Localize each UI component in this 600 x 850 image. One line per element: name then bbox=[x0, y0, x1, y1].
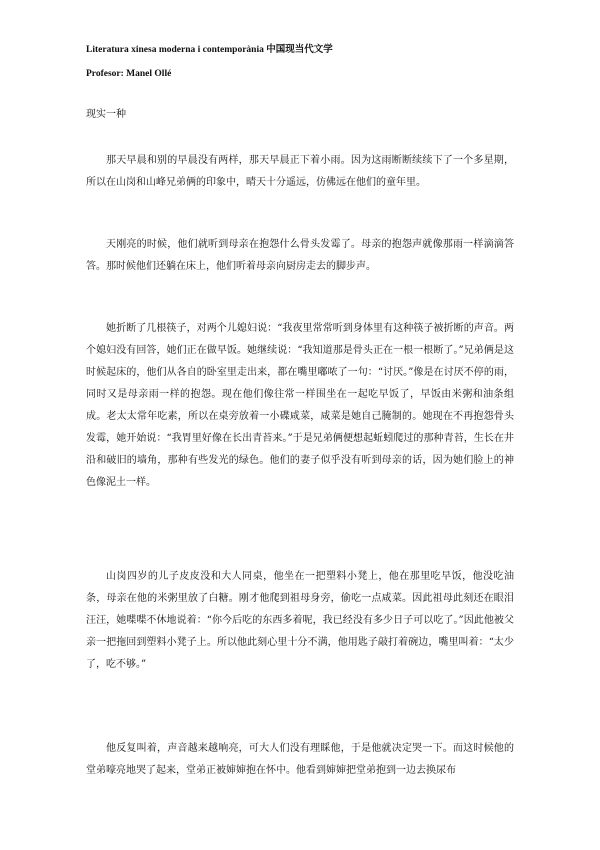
course-header: Literatura xinesa moderna i contemporània 中国现当代文学 bbox=[86, 45, 333, 55]
paragraph-1: 那天早晨和别的早晨没有两样，那天早晨正下着小雨。因为这雨断断续续下了一个多星期，所以在山岗和山峰兄弟俩的印象中，晴天十分遥远，仿佛远在他们的童年里。 bbox=[86, 155, 514, 188]
document-title: 现实一种 bbox=[86, 109, 126, 120]
paragraph-4: 山岗四岁的儿子皮皮没和大人同桌，他坐在一把塑料小凳上，他在那里吃早饭，他没吃油条，母亲在他的米粥里放了白糖。刚才他爬到祖母身旁，偷吃一点咸菜。因此祖母此刻还在眼泪汪汪，她喋喋不休地说着：“你今后吃的东西多着呢，我已经没有多少日子可以吃了。”因此他被父亲一把拖回到塑料小凳子上。所以他此刻心里十分不满，他用匙子敲打着碗边，嘴里叫着：“太少了，吃不够。” bbox=[86, 571, 514, 670]
paragraph-3: 她折断了几根筷子，对两个儿媳妇说：“我夜里常常听到身体里有这种筷子被折断的声音。两个媳妇没有回答，她们正在做早饭。她继续说：“我知道那是骨头正在一根一根断了。”兄弟俩是这时候起床的，他们从各自的卧室里走出来，都在嘴里嘟哝了一句：“讨厌。”像是在讨厌不停的雨，同时又是母亲雨一样的抱怨。现在他们像往常一样围坐在一起吃早饭了，早饭由米粥和油条组成。老太太常年吃素，所以在桌旁放着一小碟咸菜，咸菜是她自己腌制的。她现在不再抱怨骨头发霉，她开始说：“我胃里好像在长出青苔来。”于是兄弟俩便想起蚯蚓爬过的那种青苔，生长在井沿和破旧的墙角，那种有些发光的绿色。他们的妻子似乎没有听到母亲的话，因为她们脸上的神色像泥土一样。 bbox=[86, 323, 514, 488]
paragraph-2: 天刚亮的时候，他们就听到母亲在抱怨什么骨头发霉了。母亲的抱怨声就像那雨一样滴滴答答。那时候他们还躺在床上，他们听着母亲向厨房走去的脚步声。 bbox=[86, 239, 514, 272]
paragraph-5: 他反复叫着，声音越来越响亮，可大人们没有理睬他，于是他就决定哭一下。而这时候他的堂弟嚎亮地哭了起来，堂弟正被婶婶抱在怀中。他看到婶婶把堂弟抱到一边去换尿布 bbox=[86, 743, 514, 776]
professor-header: Profesor: Manel Ollé bbox=[86, 69, 172, 79]
